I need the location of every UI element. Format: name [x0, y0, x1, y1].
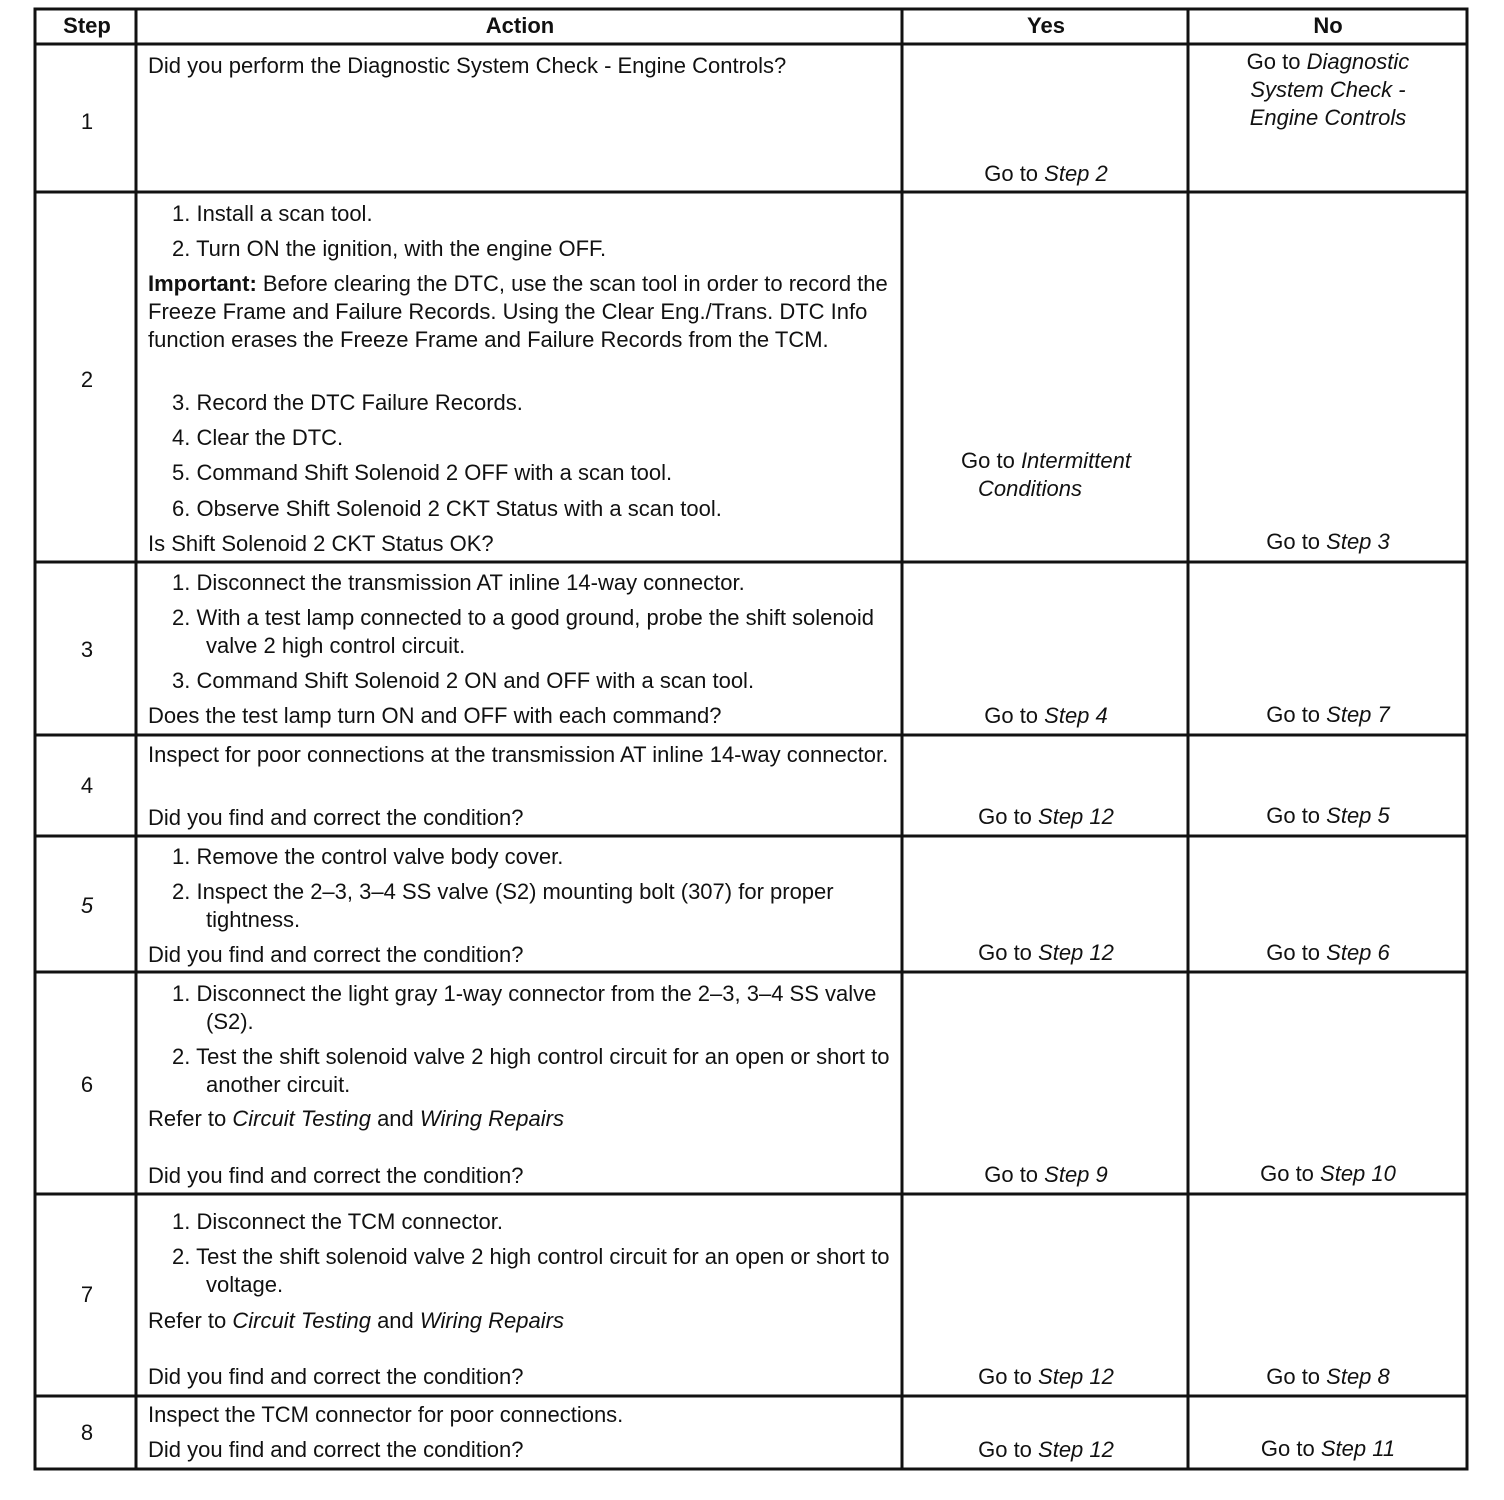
step-number: 3	[80, 637, 94, 662]
list-item: 2. Inspect the 2–3, 3–4 SS valve (S2) mounting bolt (307) for proper tightness.	[172, 879, 834, 932]
step-number: 6	[80, 1072, 94, 1097]
goto-prefix: Go to	[961, 448, 1021, 473]
yes-goto[interactable]	[905, 1363, 1187, 1391]
no-goto[interactable]	[1190, 48, 1466, 132]
refer-link[interactable]: Circuit Testing	[232, 1106, 371, 1131]
yes-goto[interactable]	[905, 160, 1187, 188]
important-text: Before clearing the DTC, use the scan tool in order to record the Freeze Frame and Failure Records. Using the Clear Eng./Trans. DTC Info function erases the Freeze Frame and Failure Records from the TCM.	[148, 271, 888, 352]
yes-goto[interactable]	[905, 1161, 1187, 1189]
goto-link: Conditions	[978, 476, 1082, 501]
question-text: Does the test lamp turn ON and OFF with each command?	[148, 703, 722, 728]
list-item: 1. Disconnect the transmission AT inline 14-way connector.	[172, 570, 745, 595]
goto-prefix: Go to	[1266, 803, 1327, 828]
list-item: 1. Disconnect the light gray 1-way connector from the 2–3, 3–4 SS valve (S2).	[172, 981, 877, 1034]
no-goto[interactable]	[1190, 802, 1466, 830]
step-number: 1	[80, 109, 94, 134]
question-text: Did you find and correct the condition?	[148, 805, 524, 830]
no-goto[interactable]	[1190, 1435, 1466, 1463]
goto-prefix: Go to	[1266, 702, 1327, 727]
question-text: Did you perform the Diagnostic System Check - Engine Controls?	[148, 53, 787, 78]
goto-prefix: Go to	[978, 804, 1039, 829]
list-item: 1. Install a scan tool.	[172, 201, 373, 226]
list-item: 2. Turn ON the ignition, with the engine OFF.	[172, 236, 607, 261]
header-step: Step	[63, 13, 111, 38]
yes-goto[interactable]	[905, 939, 1187, 967]
yes-goto[interactable]	[905, 702, 1187, 730]
refer-link[interactable]: Circuit Testing	[232, 1308, 371, 1333]
goto-prefix: Go to	[1246, 49, 1307, 74]
goto-prefix: Go to	[1260, 1436, 1321, 1461]
list-item: 2. Test the shift solenoid valve 2 high control circuit for an open or short to another circuit.	[172, 1044, 890, 1097]
list-item: 5. Command Shift Solenoid 2 OFF with a scan tool.	[172, 460, 673, 485]
yes-goto[interactable]	[905, 1436, 1187, 1464]
goto-link: Step 12	[1038, 940, 1114, 965]
no-goto[interactable]	[1190, 701, 1466, 729]
question-text: Is Shift Solenoid 2 CKT Status OK?	[148, 531, 494, 556]
step-number: 5	[80, 893, 94, 918]
question-text: Did you find and correct the condition?	[148, 942, 524, 967]
yes-goto[interactable]	[905, 803, 1187, 831]
goto-link: Step 8	[1326, 1364, 1390, 1389]
step-number: 2	[80, 367, 94, 392]
goto-link: Step 12	[1038, 1437, 1114, 1462]
step-number: 7	[80, 1282, 94, 1307]
header-no: No	[1313, 13, 1343, 38]
header-yes: Yes	[1027, 13, 1065, 38]
goto-link: System Check -	[1250, 77, 1406, 102]
list-item: 1. Remove the control valve body cover.	[172, 844, 564, 869]
question-text: Did you find and correct the condition?	[148, 1163, 524, 1188]
header-action: Action	[485, 13, 555, 38]
refer-text: Refer to Circuit Testing and Wiring Repairs	[148, 1308, 564, 1333]
list-item: 2. With a test lamp connected to a good ground, probe the shift solenoid valve 2 high control circuit.	[172, 605, 875, 658]
list-item: 3. Record the DTC Failure Records.	[172, 390, 523, 415]
goto-link: Step 4	[1044, 703, 1108, 728]
no-goto[interactable]	[1190, 939, 1466, 967]
important-label: Important:	[148, 271, 257, 296]
goto-prefix: Go to	[984, 161, 1045, 186]
instruction-text: Inspect for poor connections at the transmission AT inline 14-way connector.	[148, 742, 889, 767]
goto-prefix: Go to	[1266, 940, 1327, 965]
goto-link: Step 5	[1326, 803, 1390, 828]
list-item: 1. Disconnect the TCM connector.	[172, 1209, 503, 1234]
goto-prefix: Go to	[984, 1162, 1045, 1187]
question-text: Did you find and correct the condition?	[148, 1364, 524, 1389]
goto-link: Step 6	[1326, 940, 1390, 965]
goto-link: Step 7	[1326, 702, 1390, 727]
important-note	[148, 270, 896, 354]
goto-link: Engine Controls	[1249, 105, 1407, 130]
list-item: 3. Command Shift Solenoid 2 ON and OFF with a scan tool.	[172, 668, 755, 693]
goto-prefix: Go to	[984, 703, 1045, 728]
goto-link: Diagnostic	[1306, 49, 1410, 74]
goto-link: Step 12	[1038, 804, 1114, 829]
yes-goto[interactable]	[905, 447, 1187, 503]
goto-link: Step 9	[1044, 1162, 1108, 1187]
goto-link: Step 11	[1320, 1436, 1396, 1461]
goto-link: Step 10	[1320, 1161, 1396, 1186]
list-item: 4. Clear the DTC.	[172, 425, 344, 450]
refer-link[interactable]: Wiring Repairs	[419, 1106, 564, 1131]
goto-link: Step 12	[1038, 1364, 1114, 1389]
goto-prefix: Go to	[1260, 1161, 1321, 1186]
goto-prefix: Go to	[978, 1437, 1039, 1462]
goto-link: Step 3	[1326, 529, 1390, 554]
step-number: 8	[80, 1420, 94, 1445]
no-goto[interactable]	[1190, 1363, 1466, 1391]
instruction-text: Inspect the TCM connector for poor connections.	[148, 1402, 624, 1427]
refer-text: Refer to Circuit Testing and Wiring Repairs	[148, 1106, 564, 1131]
goto-prefix: Go to	[1266, 1364, 1327, 1389]
refer-link[interactable]: Wiring Repairs	[419, 1308, 564, 1333]
goto-prefix: Go to	[978, 940, 1039, 965]
goto-link: Intermittent	[1020, 448, 1131, 473]
list-item: 2. Test the shift solenoid valve 2 high control circuit for an open or short to voltage.	[172, 1244, 890, 1297]
goto-prefix: Go to	[1266, 529, 1327, 554]
goto-prefix: Go to	[978, 1364, 1039, 1389]
question-text: Did you find and correct the condition?	[148, 1437, 524, 1462]
list-item: 6. Observe Shift Solenoid 2 CKT Status with a scan tool.	[172, 496, 722, 521]
no-goto[interactable]	[1190, 528, 1466, 556]
step-number: 4	[80, 773, 94, 798]
no-goto[interactable]	[1190, 1160, 1466, 1188]
goto-link: Step 2	[1044, 161, 1108, 186]
